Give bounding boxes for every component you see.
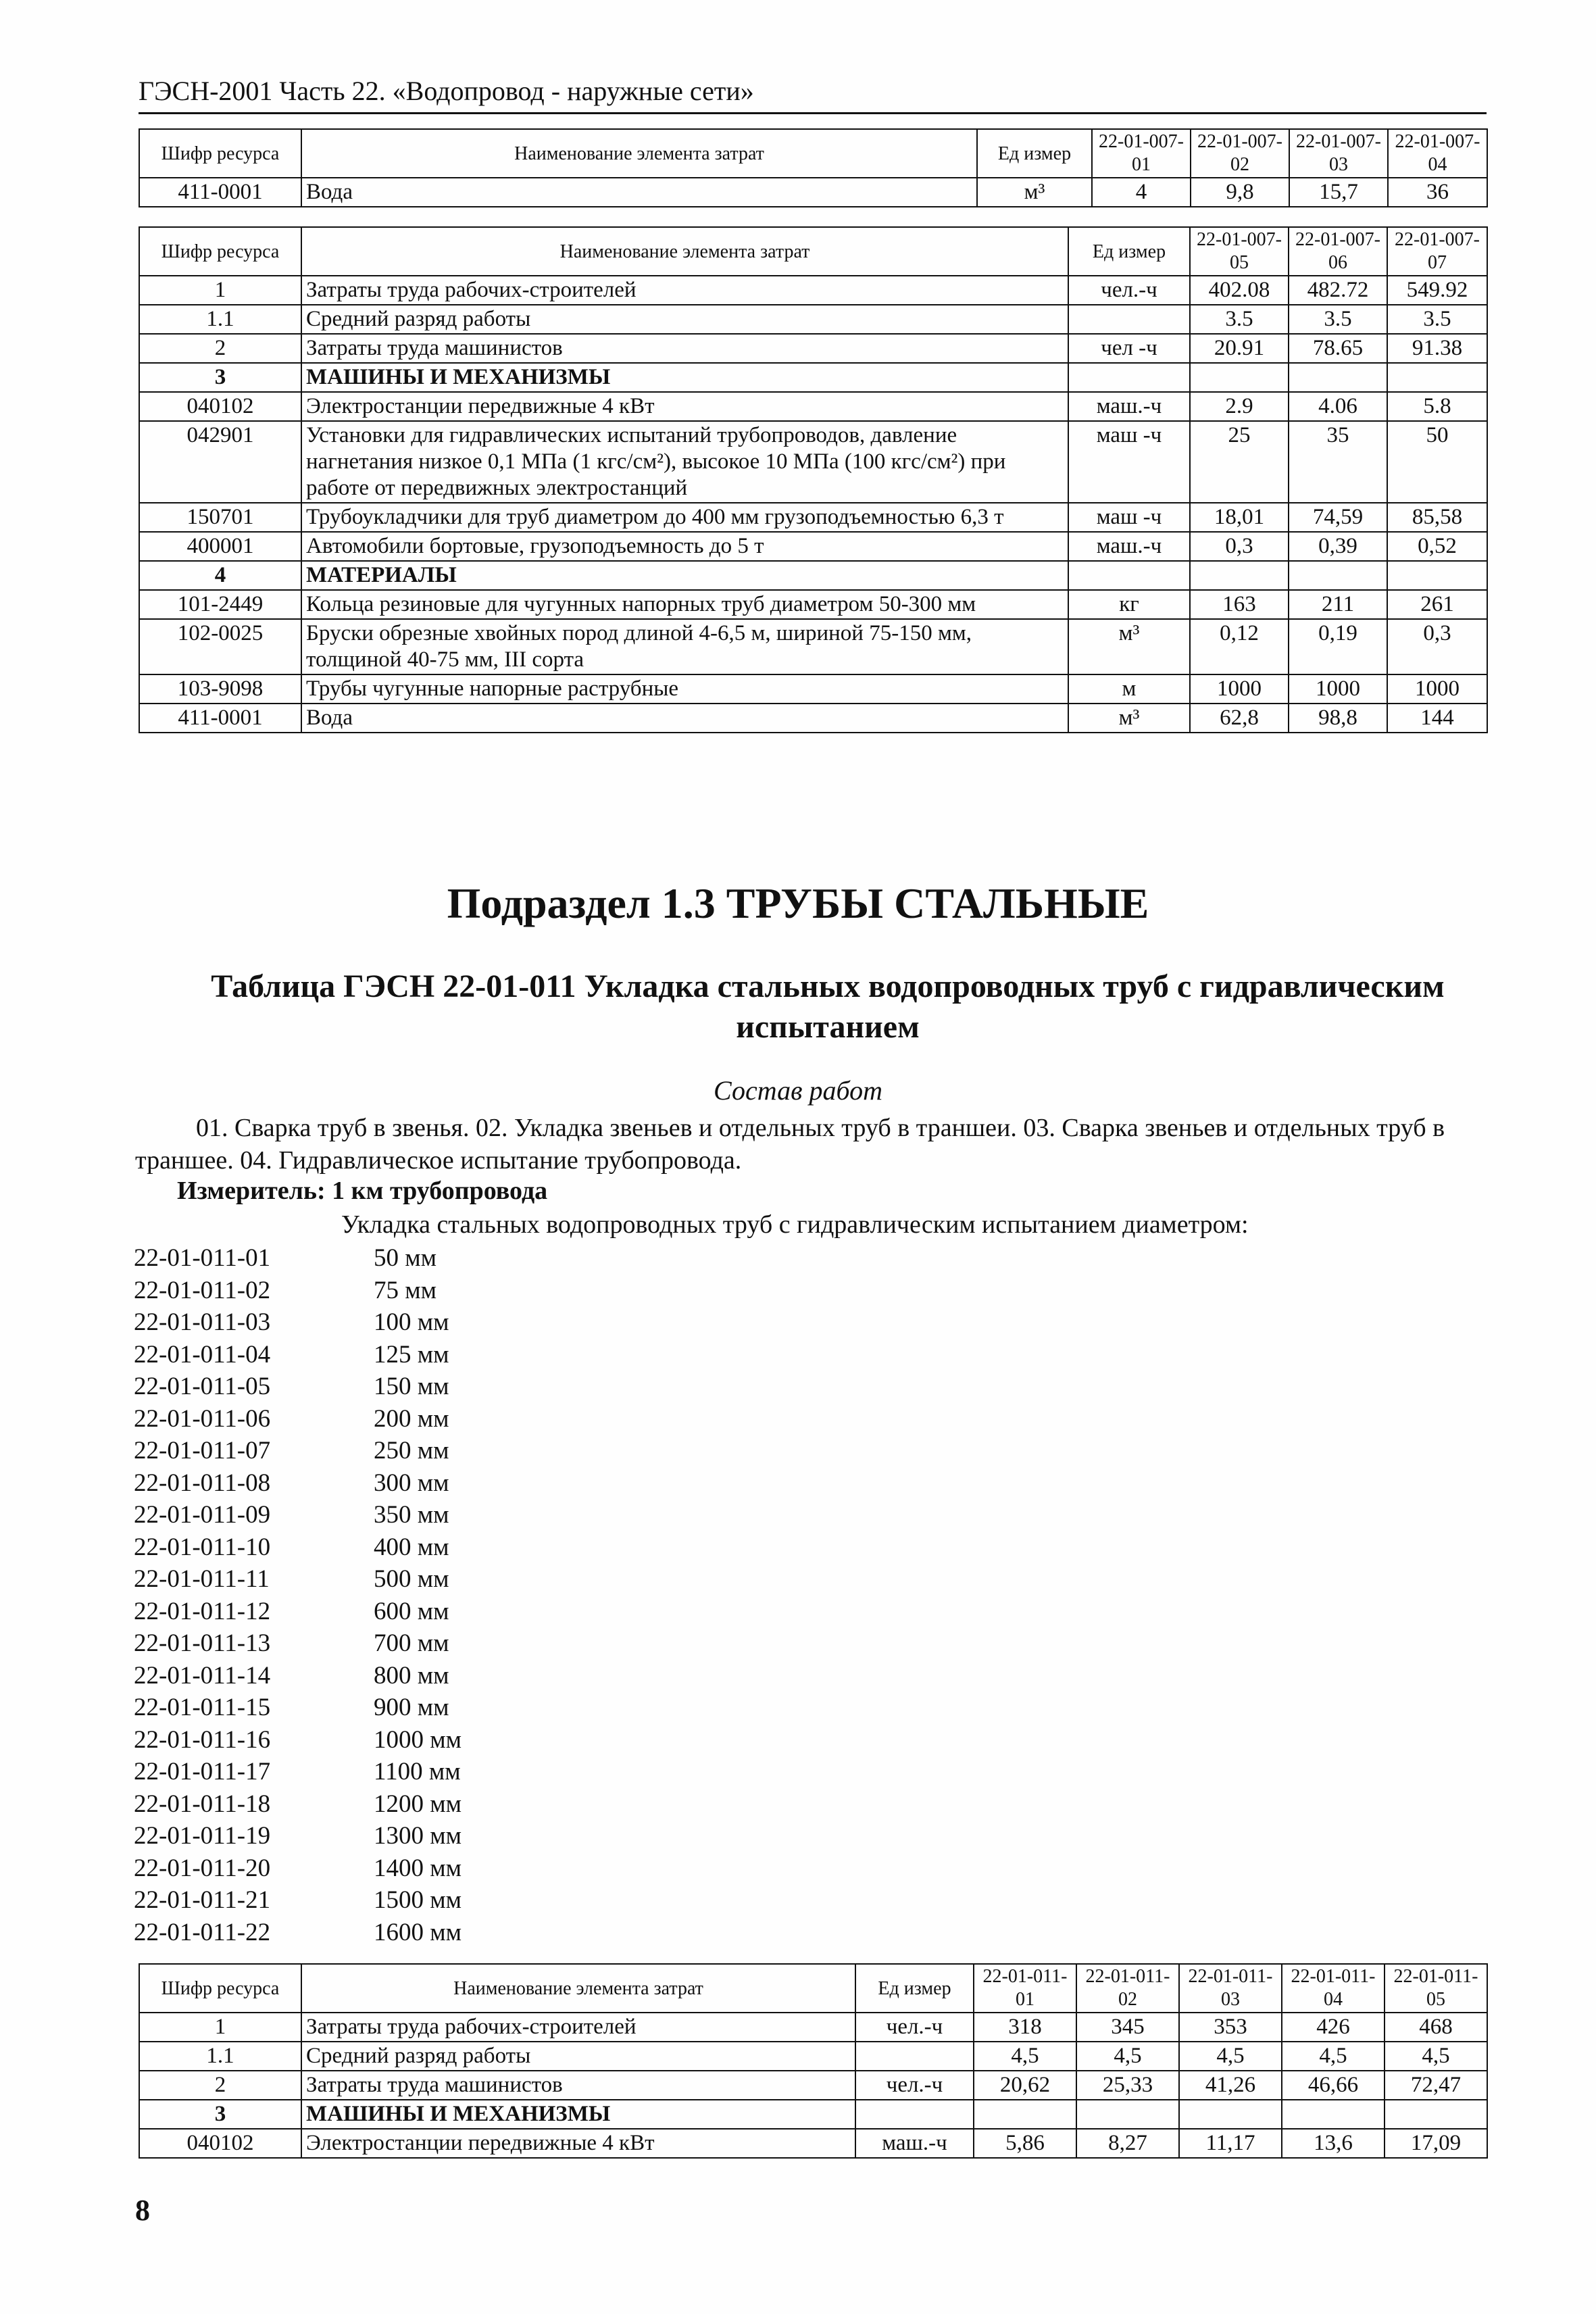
resource-name-cell: Средний разряд работы	[301, 2042, 855, 2071]
table-row	[139, 334, 1487, 363]
resource-code-cell: 4	[139, 561, 301, 590]
value-cell: 144	[1387, 704, 1487, 733]
variant-item	[134, 1627, 462, 1660]
column-header: 22-01-007-01	[1092, 129, 1191, 178]
resource-code-cell: 2	[139, 2071, 301, 2100]
value-cell	[1076, 2100, 1179, 2129]
variant-item	[134, 1242, 462, 1275]
value-cell: 4,5	[1385, 2042, 1487, 2071]
column-header: 22-01-011-03	[1179, 1964, 1282, 2013]
variant-code: 22-01-011-11	[134, 1565, 270, 1593]
subsection-title: Подраздел 1.3 ТРУБЫ СТАЛЬНЫЕ	[447, 879, 1149, 927]
variant-item	[134, 1724, 462, 1756]
value-cell: 20.91	[1190, 334, 1289, 363]
variant-item	[134, 1820, 462, 1852]
resource-code-cell: 3	[139, 2100, 301, 2129]
value-cell: 0,19	[1289, 619, 1387, 674]
value-cell: 9,8	[1191, 178, 1289, 207]
column-header: 22-01-011-01	[974, 1964, 1076, 2013]
resource-name-cell: Трубы чугунные напорные раструбные	[301, 674, 1068, 704]
value-cell: 74,59	[1289, 503, 1387, 532]
value-cell: 62,8	[1190, 704, 1289, 733]
value-cell: 1000	[1190, 674, 1289, 704]
column-header: 22-01-007-06	[1289, 227, 1387, 276]
variant-diameter: 75 мм	[374, 1276, 437, 1304]
unit-cell: маш.-ч	[1068, 392, 1190, 421]
resource-code-cell: 411-0001	[139, 178, 301, 207]
variant-diameter: 300 мм	[374, 1469, 449, 1497]
unit-cell: м³	[977, 178, 1092, 207]
unit-cell: м	[1068, 674, 1190, 704]
table-row	[139, 2013, 1487, 2042]
value-cell: 261	[1387, 590, 1487, 619]
value-cell: 36	[1388, 178, 1487, 207]
column-header: Наименование элемента затрат	[301, 1964, 855, 2013]
variant-item	[134, 1371, 462, 1403]
variant-diameter: 500 мм	[374, 1565, 449, 1593]
variant-code: 22-01-011-08	[134, 1469, 271, 1497]
variant-diameter: 1100 мм	[374, 1758, 461, 1786]
resource-name-cell: Электростанции передвижные 4 кВт	[301, 2129, 855, 2158]
value-cell	[1387, 363, 1487, 392]
variant-item	[134, 1917, 462, 1949]
variant-item	[134, 1884, 462, 1917]
value-cell	[1179, 2100, 1282, 2129]
variant-code: 22-01-011-02	[134, 1276, 271, 1304]
resource-name-cell: Затраты труда машинистов	[301, 2071, 855, 2100]
variant-diameter: 1500 мм	[374, 1886, 462, 1914]
table-header-row	[139, 1964, 1487, 2013]
value-cell: 1000	[1387, 674, 1487, 704]
variant-diameter: 50 мм	[374, 1244, 437, 1272]
variant-code: 22-01-011-01	[134, 1244, 271, 1272]
variant-item	[134, 1660, 462, 1692]
unit-cell	[1068, 305, 1190, 334]
composition-text: 01. Сварка труб в звенья. 02. Укладка звеньев и отдельных труб в траншеи. 03. Сварка звеньев и отдельных труб в траншее. 04. Гидравлическое испытание трубопровода.	[135, 1114, 1445, 1175]
table-row	[139, 503, 1487, 532]
composition-title: Состав работ	[714, 1075, 882, 1106]
unit-cell: чел -ч	[1068, 334, 1190, 363]
variant-code: 22-01-011-15	[134, 1694, 271, 1721]
column-header: Шифр ресурса	[139, 227, 301, 276]
resource-code-cell: 1.1	[139, 2042, 301, 2071]
resource-name-cell: Электростанции передвижные 4 кВт	[301, 392, 1068, 421]
table-row	[139, 2042, 1487, 2071]
variant-code: 22-01-011-06	[134, 1404, 271, 1433]
unit-cell: чел.-ч	[855, 2071, 974, 2100]
value-cell: 3.5	[1387, 305, 1487, 334]
unit-cell: маш.-ч	[1068, 532, 1190, 561]
unit-cell	[855, 2100, 974, 2129]
resource-table-011-01-05	[139, 1963, 1488, 2159]
resource-code-cell: 101-2449	[139, 590, 301, 619]
variant-item	[134, 1852, 462, 1885]
value-cell: 20,62	[974, 2071, 1076, 2100]
variant-item	[134, 1531, 462, 1564]
variant-code: 22-01-011-13	[134, 1629, 271, 1657]
value-cell: 0,52	[1387, 532, 1487, 561]
value-cell: 18,01	[1190, 503, 1289, 532]
variant-code: 22-01-011-05	[134, 1373, 271, 1400]
resource-code-cell: 2	[139, 334, 301, 363]
value-cell	[1282, 2100, 1385, 2129]
value-cell: 72,47	[1385, 2071, 1487, 2100]
value-cell: 4,5	[1076, 2042, 1179, 2071]
unit-cell: м³	[1068, 704, 1190, 733]
variant-diameter: 250 мм	[374, 1437, 449, 1464]
value-cell: 4,5	[1282, 2042, 1385, 2071]
value-cell: 1000	[1289, 674, 1387, 704]
variant-code: 22-01-011-03	[134, 1308, 271, 1336]
unit-cell: маш -ч	[1068, 421, 1190, 503]
value-cell	[1190, 561, 1289, 590]
table-header-row	[139, 129, 1487, 178]
resource-code-cell: 040102	[139, 392, 301, 421]
variant-code: 22-01-011-19	[134, 1822, 271, 1850]
value-cell: 4,5	[1179, 2042, 1282, 2071]
value-cell: 353	[1179, 2013, 1282, 2042]
value-cell: 50	[1387, 421, 1487, 503]
column-header: Ед измер	[855, 1964, 974, 2013]
resource-name-cell: Автомобили бортовые, грузоподъемность до 5 т	[301, 532, 1068, 561]
variant-item	[134, 1692, 462, 1724]
page-number: 8	[135, 2194, 150, 2227]
unit-cell	[855, 2042, 974, 2071]
table-row	[139, 590, 1487, 619]
value-cell: 426	[1282, 2013, 1385, 2042]
value-cell: 3.5	[1190, 305, 1289, 334]
variant-code: 22-01-011-09	[134, 1501, 271, 1529]
value-cell	[1289, 561, 1387, 590]
table-row	[139, 421, 1487, 503]
column-header: Наименование элемента затрат	[301, 227, 1068, 276]
variants-list	[134, 1242, 462, 1948]
resource-name-cell: Затраты труда машинистов	[301, 334, 1068, 363]
value-cell: 468	[1385, 2013, 1487, 2042]
table-row	[139, 561, 1487, 590]
resource-code-cell: 042901	[139, 421, 301, 503]
resource-name-cell: Затраты труда рабочих-строителей	[301, 276, 1068, 305]
value-cell: 0,3	[1387, 619, 1487, 674]
resource-code-cell: 1	[139, 2013, 301, 2042]
table-row	[139, 392, 1487, 421]
column-header: Ед измер	[1068, 227, 1190, 276]
variant-diameter: 1400 мм	[374, 1854, 462, 1882]
value-cell: 0,3	[1190, 532, 1289, 561]
value-cell: 11,17	[1179, 2129, 1282, 2158]
unit-cell: чел.-ч	[1068, 276, 1190, 305]
value-cell	[1190, 363, 1289, 392]
value-cell: 0,12	[1190, 619, 1289, 674]
value-cell: 4.06	[1289, 392, 1387, 421]
variant-diameter: 1300 мм	[374, 1822, 462, 1850]
table-row	[139, 363, 1487, 392]
variant-item	[134, 1596, 462, 1628]
resource-code-cell: 400001	[139, 532, 301, 561]
variant-item	[134, 1499, 462, 1531]
variant-diameter: 1200 мм	[374, 1790, 462, 1818]
resource-code-cell: 3	[139, 363, 301, 392]
variant-code: 22-01-011-14	[134, 1661, 271, 1690]
table-row	[139, 532, 1487, 561]
table-row	[139, 2071, 1487, 2100]
column-header: 22-01-007-02	[1191, 129, 1289, 178]
resource-name-cell: Бруски обрезные хвойных пород длиной 4-6,5 м, шириной 75-150 мм, толщиной 40-75 мм, III сорта	[301, 619, 1068, 674]
value-cell: 91.38	[1387, 334, 1487, 363]
table-title: Таблица ГЭСН 22-01-011 Укладка стальных водопроводных труб с гидравлическим испытанием	[211, 968, 1445, 1045]
resource-name-cell: Средний разряд работы	[301, 305, 1068, 334]
variant-item	[134, 1756, 462, 1788]
unit-cell: кг	[1068, 590, 1190, 619]
variant-code: 22-01-011-18	[134, 1790, 271, 1818]
variant-diameter: 400 мм	[374, 1533, 449, 1561]
resource-name-cell: МАШИНЫ И МЕХАНИЗМЫ	[301, 363, 1068, 392]
value-cell: 163	[1190, 590, 1289, 619]
resource-name-cell: МАТЕРИАЛЫ	[301, 561, 1068, 590]
table-row	[139, 2129, 1487, 2158]
resource-code-cell: 150701	[139, 503, 301, 532]
variant-code: 22-01-011-10	[134, 1533, 271, 1561]
variant-item	[134, 1563, 462, 1596]
running-header	[139, 74, 1487, 114]
column-header: 22-01-007-07	[1387, 227, 1487, 276]
variant-item	[134, 1788, 462, 1821]
resource-code-cell: 411-0001	[139, 704, 301, 733]
value-cell: 2.9	[1190, 392, 1289, 421]
table-row	[139, 619, 1487, 674]
variant-diameter: 150 мм	[374, 1373, 449, 1400]
unit-cell	[1068, 363, 1190, 392]
variant-code: 22-01-011-22	[134, 1918, 271, 1946]
value-cell: 3.5	[1289, 305, 1387, 334]
value-cell: 15,7	[1289, 178, 1388, 207]
table-row	[139, 2100, 1487, 2129]
variant-diameter: 350 мм	[374, 1501, 449, 1529]
meter-label: Измеритель: 1 км трубопровода	[177, 1177, 548, 1205]
resource-name-cell: Затраты труда рабочих-строителей	[301, 2013, 855, 2042]
value-cell: 402.08	[1190, 276, 1289, 305]
variant-item	[134, 1339, 462, 1371]
variant-code: 22-01-011-20	[134, 1854, 271, 1882]
value-cell: 78.65	[1289, 334, 1387, 363]
variant-diameter: 100 мм	[374, 1308, 449, 1336]
variant-item	[134, 1435, 462, 1467]
resource-code-cell: 103-9098	[139, 674, 301, 704]
column-header: 22-01-007-04	[1388, 129, 1487, 178]
resource-name-cell: Вода	[301, 178, 977, 207]
variant-diameter: 600 мм	[374, 1597, 449, 1625]
variant-diameter: 1600 мм	[374, 1918, 462, 1946]
value-cell: 4	[1092, 178, 1191, 207]
column-header: 22-01-007-05	[1190, 227, 1289, 276]
unit-cell: маш.-ч	[855, 2129, 974, 2158]
variant-item	[134, 1306, 462, 1339]
column-header: Шифр ресурса	[139, 129, 301, 178]
value-cell: 35	[1289, 421, 1387, 503]
value-cell: 13,6	[1282, 2129, 1385, 2158]
variant-code: 22-01-011-16	[134, 1725, 271, 1754]
column-header: 22-01-011-02	[1076, 1964, 1179, 2013]
variant-diameter: 900 мм	[374, 1694, 449, 1721]
value-cell	[1289, 363, 1387, 392]
unit-cell: чел.-ч	[855, 2013, 974, 2042]
column-header: 22-01-011-05	[1385, 1964, 1487, 2013]
resource-name-cell: Вода	[301, 704, 1068, 733]
value-cell: 5.8	[1387, 392, 1487, 421]
resource-name-cell: Кольца резиновые для чугунных напорных труб диаметром 50-300 мм	[301, 590, 1068, 619]
value-cell: 4,5	[974, 2042, 1076, 2071]
value-cell: 25,33	[1076, 2071, 1179, 2100]
value-cell: 549.92	[1387, 276, 1487, 305]
resource-code-cell: 102-0025	[139, 619, 301, 674]
variant-code: 22-01-011-04	[134, 1340, 271, 1369]
value-cell: 482.72	[1289, 276, 1387, 305]
table-row	[139, 178, 1487, 207]
variant-code: 22-01-011-21	[134, 1886, 271, 1914]
column-header: Ед измер	[977, 129, 1092, 178]
column-header: 22-01-011-04	[1282, 1964, 1385, 2013]
variant-diameter: 700 мм	[374, 1629, 449, 1657]
table-row	[139, 674, 1487, 704]
resource-code-cell: 1	[139, 276, 301, 305]
value-cell: 318	[974, 2013, 1076, 2042]
value-cell: 41,26	[1179, 2071, 1282, 2100]
table-row	[139, 704, 1487, 733]
variant-code: 22-01-011-17	[134, 1758, 271, 1786]
value-cell	[1387, 561, 1487, 590]
value-cell: 46,66	[1282, 2071, 1385, 2100]
unit-cell: м³	[1068, 619, 1190, 674]
table-header-row	[139, 227, 1487, 276]
variant-item	[134, 1275, 462, 1307]
table-row	[139, 276, 1487, 305]
unit-cell	[1068, 561, 1190, 590]
column-header: 22-01-007-03	[1289, 129, 1388, 178]
value-cell: 211	[1289, 590, 1387, 619]
diameters-title: Укладка стальных водопроводных труб с гидравлическим испытанием диаметром:	[341, 1210, 1249, 1239]
variant-code: 22-01-011-12	[134, 1597, 271, 1625]
value-cell: 98,8	[1289, 704, 1387, 733]
unit-cell: маш -ч	[1068, 503, 1190, 532]
column-header: Наименование элемента затрат	[301, 129, 977, 178]
resource-name-cell: Установки для гидравлических испытаний трубопроводов, давление нагнетания низкое 0,1 МПа (1 кгс/см²), высокое 10 МПа (100 кгс/см²) при работе от передвижных электростанций	[301, 421, 1068, 503]
resource-table-007-01-04	[139, 128, 1488, 207]
variant-item	[134, 1467, 462, 1500]
resource-code-cell: 040102	[139, 2129, 301, 2158]
value-cell: 0,39	[1289, 532, 1387, 561]
value-cell: 5,86	[974, 2129, 1076, 2158]
variant-diameter: 200 мм	[374, 1404, 449, 1433]
variant-diameter: 800 мм	[374, 1661, 449, 1690]
resource-name-cell: Трубоукладчики для труб диаметром до 400 мм грузоподъемностью 6,3 т	[301, 503, 1068, 532]
value-cell	[974, 2100, 1076, 2129]
variant-diameter: 1000 мм	[374, 1725, 462, 1754]
variant-item	[134, 1403, 462, 1435]
value-cell: 345	[1076, 2013, 1179, 2042]
value-cell	[1385, 2100, 1487, 2129]
value-cell: 85,58	[1387, 503, 1487, 532]
variant-code: 22-01-011-07	[134, 1437, 271, 1464]
resource-name-cell: МАШИНЫ И МЕХАНИЗМЫ	[301, 2100, 855, 2129]
column-header: Шифр ресурса	[139, 1964, 301, 2013]
value-cell: 17,09	[1385, 2129, 1487, 2158]
resource-code-cell: 1.1	[139, 305, 301, 334]
variant-diameter: 125 мм	[374, 1340, 449, 1369]
resource-table-007-05-07	[139, 226, 1488, 733]
running-header-title: ГЭСН-2001 Часть 22. «Водопровод - наружные сети»	[139, 76, 754, 106]
value-cell: 8,27	[1076, 2129, 1179, 2158]
value-cell: 25	[1190, 421, 1289, 503]
table-row	[139, 305, 1487, 334]
